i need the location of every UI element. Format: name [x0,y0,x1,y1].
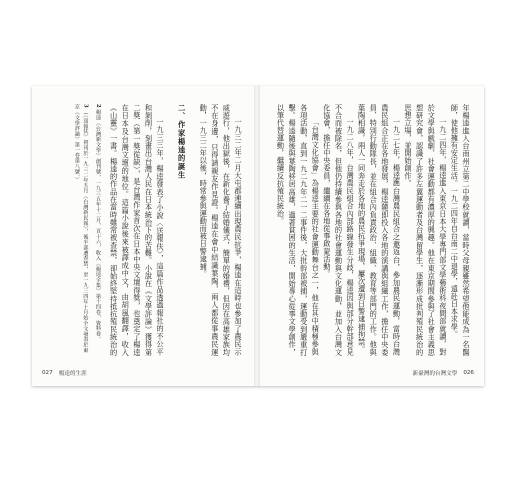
footnote [93,104,102,356]
footnotes [44,104,102,356]
section-heading: 二、作家楊逵的誕生 [177,104,187,180]
footnote-text: （《送報伕》初刊於一九三二年五月《台灣新民報》，後半部遭查禁，至一九三四年十月始全文發表於東京《文學評論》第一卷第八號。） [73,104,89,353]
paragraph: 一九三三年，楊逵發表了小說〈送報伕〉，這篇作品透過報社的不公平和剝削，刻畫出台灣人民在日本統治下的苦難。小說在《文學評論》獲得第二獎（第一獎從缺），是台灣作家首次在日本中央文壇得獎，也奠定了楊逵在日本及台灣文壇的地位。這篇小說後來被譯成中文，由胡風翻譯，收入《山靈》一書。楊逵的作品在當時雖常被查禁，卻始終堅持抵抗殖民統治的 [110,104,166,356]
left-page [32,86,254,386]
paragraph: 一九二八年，台灣農民組合內部路線發生分歧，楊逵因與部分幹部意見不合而被除名，但他仍持續參與各地的社會運動與文化運動，並加入台灣文化協會，擔任中央委員，繼續在各地從事啟蒙活動。 [322,104,356,356]
running-title: 楊逵的生涯 [58,371,87,377]
right-body-text [266,104,472,356]
left-body-text [110,104,244,356]
right-footer [413,369,474,377]
paragraph: 年楊逵進入台南州立第二中學校就讀，當時父母親雖然希望他能成為一名醫師，使他擁有安定生活。一九二四年自台南二中退學，遠赴日本求學。 [450,104,471,356]
footnote [72,104,89,356]
paragraph: 一九二七年，楊逵應台灣農民組合之邀返台，參加農民運動，當時台灣農民組合正在各地發展，楊逵隨即投入各地的演講與組織工作，擔任中央委員、特別行動隊長，並在組合內負責政治、組織、教育等部門的工作。他與葉陶相識，兩人一同奔走於各地的農民抗爭現場，屢次遭到日警逮捕拘禁。 [357,104,402,356]
footnote-text: 楊逵《台灣新文學》創刊號，一九三五年十二月，頁十六，收入《楊逵全集》第十四卷，資料卷。 [95,109,101,342]
page-number: 026 [463,370,474,376]
page-number: 027 [42,370,53,376]
right-page [260,86,484,386]
running-title: 新臺灣的台灣文學 [412,371,458,377]
footnote-number: 3 [82,104,89,108]
book-spread [32,86,484,386]
footnote-number: 2 [95,104,101,108]
left-footer [42,369,87,377]
paragraph: 「台灣文化協會」為楊逵主要的社會運動舞台之一，他在其中積極參與各項活動，直到一九二九年二一二事件後，大批幹部被捕，運動受到嚴重打擊。楊逵隨後與葉陶移居高雄，過著貧困的生活，開始專心從事文學創作，以筆代替運動，繼續反抗殖民統治。 [276,104,321,356]
paragraph: 一九三二年二月大屯郡連續出現農民抗爭，楊逵在這時也參加了農民示威遊行，他出獄後，在新化養了結婚儀式，簡單的婚禮，但因在高雄家族均不在身邊，只得請親友作見證。楊逵在會中結識葉陶，兩人都從事農民運動，一九三二年以後，時常參與運動而被日警逮捕。 [199,104,243,356]
paragraph: 一九二四年，楊逵進入東京日本大學專門部文學藝術科夜間部就讀，對於文學與戲劇、社會運動都有濃厚的興趣。他在東京期間參與了社會主義思想研究會，認識了許多左翼運動者及台灣留學生，逐漸形成批判殖民統治的思想立場，並開始創作。 [404,104,448,356]
